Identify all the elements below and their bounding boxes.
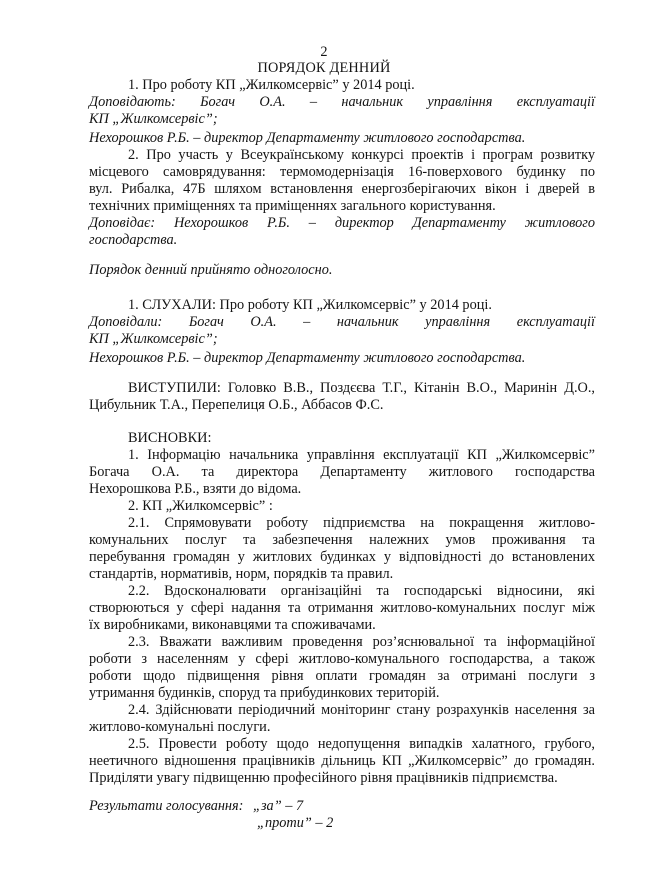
agenda-item-2-line3: вул. Рибалка, 47Б шляхом встановлення енергозберігаючих вікон і дверей в [89, 181, 595, 197]
agenda-adopted-note: Порядок денний прийнято одноголосно. [89, 262, 333, 278]
agenda-item-2-speaker-line1: Доповідає: Нехорошков Р.Б. – директор Департаменту житлового [89, 215, 595, 231]
agenda-item-2-line1: 2. Про участь у Всеукраїнському конкурсі проектів і програм розвитку [128, 147, 595, 163]
agenda-item-2-line4: технічних приміщеннях та приміщеннях загального користування. [89, 198, 496, 214]
conclusion-2-heading: 2. КП „Жилкомсервіс” : [128, 498, 273, 514]
vote-against: „проти” – 2 [257, 815, 334, 831]
heard-section [89, 297, 595, 367]
heard-speakers-line1: Доповідали: Богач О.А. – начальник управління експлуатації [89, 314, 595, 330]
conclusions-heading: ВИСНОВКИ: [128, 430, 212, 446]
conclusion-2-3-line3: роботи щодо підвищення рівня оплати громадян за отримані послуги з [89, 668, 595, 684]
conclusion-1-line3: Нехорошкова Р.Б., взяти до відома. [89, 481, 302, 497]
conclusions-section [89, 430, 595, 787]
vote-for: „за” – 7 [253, 798, 304, 814]
conclusion-1-line1: 1. Інформацію начальника управління експлуатації КП „Жилкомсервіс” [128, 447, 595, 463]
conclusion-2-1-line2: комунальних послуг та забезпечення належних умов проживання та [89, 532, 595, 548]
agenda-item-2 [89, 147, 595, 249]
conclusion-2-5-line1: 2.5. Провести роботу щодо недопущення випадків халатного, грубого, [128, 736, 595, 752]
conclusion-2-2-line1: 2.2. Вдосконалювати організаційні та господарські відносини, які [128, 583, 595, 599]
agenda-item-1-speaker-2: Нехорошков Р.Б. – директор Департаменту житлового господарства. [89, 130, 526, 146]
vote-label: Результати голосування: [89, 798, 244, 814]
vote-for-row [89, 798, 595, 815]
page-number: 2 [320, 44, 328, 60]
agenda-item-1-text: 1. Про роботу КП „Жилкомсервіс” у 2014 році. [128, 77, 415, 93]
heard-text: 1. СЛУХАЛИ: Про роботу КП „Жилкомсервіс” у 2014 році. [128, 297, 492, 313]
conclusion-2-5-line2: неетичного відношення працівників дільниць КП „Жилкомсервіс” до громадян. [89, 753, 595, 769]
conclusion-2-1-line4: стандартів, нормативів, норм, порядків та правил. [89, 566, 394, 582]
agenda-item-1 [89, 77, 595, 147]
conclusion-2-2-line3: їх виробниками, виконавцями та споживачами. [89, 617, 376, 633]
conclusion-1-line2: Богача О.А. та директора Департаменту житлового господарства [89, 464, 595, 480]
conclusion-2-4-line2: житлово-комунальні послуги. [89, 719, 271, 735]
conclusion-2-2-line2: створюються у сфері надання та отримання житлово-комунальних послуг між [89, 600, 595, 616]
conclusion-2-3-line1: 2.3. Вважати важливим проведення роз’яснювальної та інформаційної [128, 634, 595, 650]
agenda-item-2-line2: місцевого самоврядування: термомодернізація 16-поверхового будинку по [89, 164, 595, 180]
agenda-item-1-speakers-line1: Доповідають: Богач О.А. – начальник управління експлуатації [89, 94, 595, 110]
agenda-item-1-speakers-line2: КП „Жилкомсервіс”; [89, 111, 218, 127]
conclusion-2-4-line1: 2.4. Здійснювати періодичний моніторинг стану розрахунків населення за [128, 702, 595, 718]
conclusion-2-5-line3: Приділяти увагу підвищенню професійного рівня працівників підприємства. [89, 770, 558, 786]
heard-speakers-line2: КП „Жилкомсервіс”; [89, 331, 218, 347]
spoke-section [89, 380, 595, 414]
conclusion-2-3-line4: утримання будинків, споруд та прибудинкових територій. [89, 685, 440, 701]
conclusion-2-1-line3: перебування громадян у житлових будинках у відповідності до встановлених [89, 549, 595, 565]
vote-results [89, 798, 595, 832]
agenda-title: ПОРЯДОК ДЕННИЙ [257, 60, 391, 76]
heard-speaker-2: Нехорошков Р.Б. – директор Департаменту житлового господарства. [89, 350, 526, 366]
spoke-line2: Цибульник Т.А., Перепелиця О.Б., Аббасов Ф.С. [89, 397, 384, 413]
agenda-item-2-speaker-line2: господарства. [89, 232, 178, 248]
conclusion-2-1-line1: 2.1. Спрямовувати роботу підприємства на покращення житлово- [128, 515, 595, 531]
conclusion-2-3-line2: роботи з населенням у сфері житлово-комунального господарства, а також [89, 651, 595, 667]
spoke-line1: ВИСТУПИЛИ: Головко В.В., Поздєєва Т.Г., Кітанін В.О., Маринін Д.О., [128, 380, 595, 396]
